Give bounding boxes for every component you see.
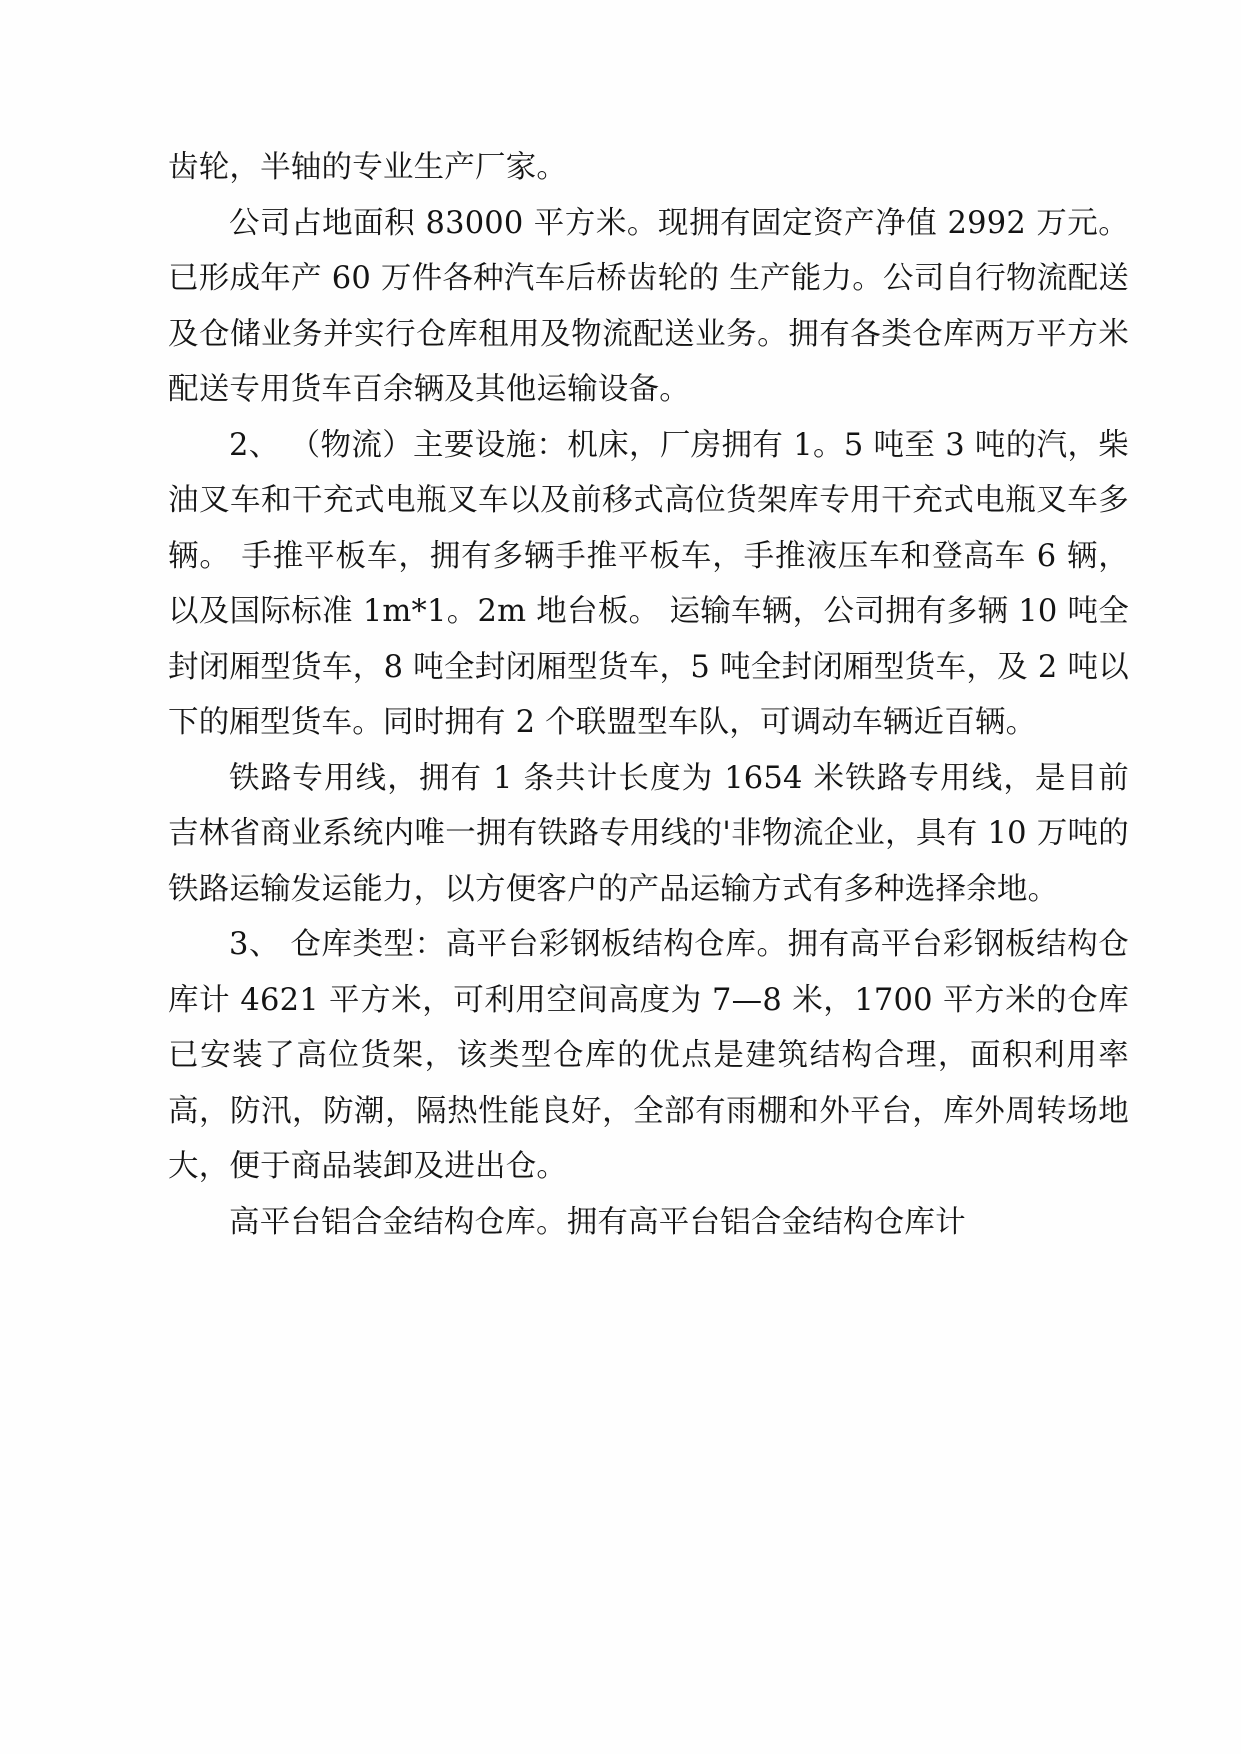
paragraph-3: 2、 （物流）主要设施：机床，厂房拥有 1。5 吨至 3 吨的汽，柴油叉车和干充式电瓶叉车以及前移式高位货架库专用干充式电瓶叉车多辆。 手推平板车，拥有多辆手推平板车，手推液压车和登高车 6 辆，以及国际标准 1m*1。2m 地台板。 运输车辆，公司拥有多辆 10 吨全封闭厢型货车，8 吨全封闭厢型货车，5 吨全封闭厢型货车，及 2 吨以下的厢型货车。同时拥有 2 个联盟型车队，可调动车辆近百辆。 [168, 427, 1129, 740]
paragraph-5: 3、 仓库类型：高平台彩钢板结构仓库。拥有高平台彩钢板结构仓库计 4621 平方米，可利用空间高度为 7—8 米，1700 平方米的仓库已安装了高位货架，该类型仓库的优点是建筑结构合理，面积利用率高，防汛，防潮，隔热性能良好，全部有雨棚和外平台，库外周转场地大，便于商品装卸及进出仓。 [168, 927, 1129, 1184]
paragraph-2: 公司占地面积 83000 平方米。现拥有固定资产净值 2992 万元。已形成年产 60 万件各种汽车后桥齿轮的 生产能力。公司自行物流配送及仓储业务并实行仓库租用及物流配送业务。拥有各类仓库两万平方米配送专用货车百余辆及其他运输设备。 [168, 205, 1129, 407]
document-body [168, 140, 1129, 1250]
paragraph-6: 高平台铝合金结构仓库。拥有高平台铝合金结构仓库计 [229, 1204, 966, 1240]
paragraph-4: 铁路专用线，拥有 1 条共计长度为 1654 米铁路专用线，是目前吉林省商业系统内唯一拥有铁路专用线的'非物流企业，具有 10 万吨的铁路运输发运能力，以方便客户的产品运输方式有多种选择余地。 [168, 760, 1129, 907]
paragraph-1: 齿轮，半轴的专业生产厂家。 [168, 150, 568, 185]
